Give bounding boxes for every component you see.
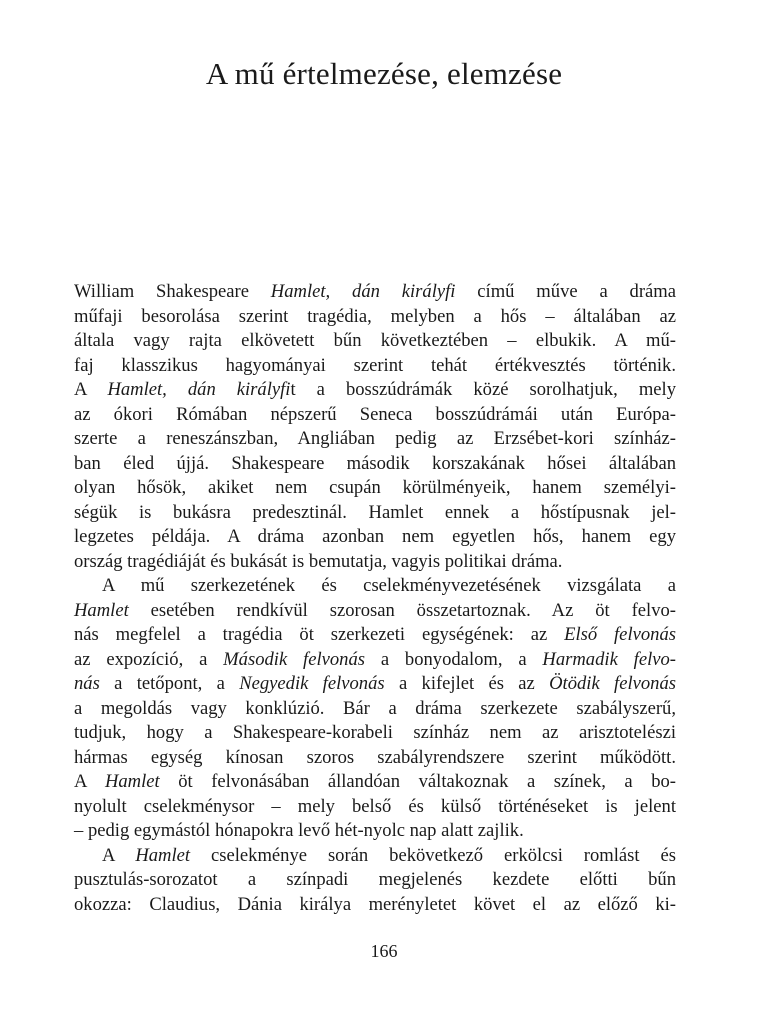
text-line	[74, 329, 676, 354]
text-line	[74, 574, 676, 599]
line-text: szerte a reneszánszban, Angliában pedig az Erzsébet-kori színház-	[74, 428, 676, 449]
line-text: című műve a dráma	[455, 281, 677, 302]
body-text	[74, 280, 676, 917]
italic-text: Hamlet, dán királyfi	[107, 379, 291, 400]
line-text: a kifejlet és az	[384, 673, 550, 694]
italic-text: Ötödik felvonás	[549, 673, 676, 694]
line-text: a megoldás vagy konklúzió. Bár a dráma szerkezete szabályszerű,	[74, 697, 676, 719]
text-line	[74, 868, 676, 893]
line-text: okozza: Claudius, Dánia királya merényletet követ el az előző ki-	[74, 893, 676, 915]
line-text: nás megfelel a tragédia öt szerkezeti egységének: az	[74, 624, 565, 645]
line-text: műfaji besorolása szerint tragédia, melyben a hős – általában az	[74, 305, 676, 327]
line-text: olyan hősök, akiket nem csupán körülményeik, hanem személyi-	[74, 477, 676, 498]
line-text: ban éled újjá. Shakespeare második korszakának hősei általában	[74, 452, 676, 474]
italic-text: Negyedik felvonás	[239, 673, 385, 694]
line-text: hármas egység kínosan szoros szabályrendszere szerint működött.	[74, 746, 676, 768]
line-text: t a bosszúdrámák közé sorolhatjuk, mely	[290, 379, 676, 400]
line-text: cselekménye során bekövetkező erkölcsi romlást és	[190, 844, 676, 866]
line-text: ségük is bukásra predesztinál. Hamlet ennek a hőstípusnak jel-	[74, 501, 676, 523]
text-line	[74, 795, 676, 820]
line-text: ország tragédiáját és bukását is bemutatja, vagyis politikai dráma.	[74, 550, 563, 572]
page-number: 166	[370, 941, 398, 961]
text-line	[74, 746, 676, 771]
line-text: a tetőpont, a	[99, 673, 240, 694]
italic-text: Első felvonás	[564, 624, 676, 645]
text-line	[74, 305, 676, 330]
page-title: A mű értelmezése, elemzése	[205, 56, 563, 91]
text-line	[74, 452, 676, 477]
line-text: általa vagy rajta elkövetett bűn következtében – elbukik. A mű-	[74, 330, 676, 351]
text-line	[74, 550, 676, 575]
line-text: tudjuk, hogy a Shakespeare-korabeli színház nem az arisztotelészi	[74, 722, 676, 743]
text-line	[74, 403, 676, 428]
text-line	[74, 427, 676, 452]
line-text: pusztulás-sorozatot a színpadi megjelenés kezdete előtti bűn	[74, 869, 676, 890]
text-line	[74, 648, 676, 673]
text-line	[74, 599, 676, 624]
line-text: A mű szerkezetének és cselekményvezetésének vizsgálata a	[102, 575, 676, 596]
text-line	[74, 525, 676, 550]
line-text: esetében rendkívül szorosan összetartoznak. Az öt felvo-	[128, 599, 676, 621]
text-line	[74, 623, 676, 648]
text-line	[74, 844, 676, 869]
italic-text: Második felvonás	[223, 648, 365, 670]
text-line	[74, 770, 676, 795]
text-line	[74, 378, 676, 403]
line-text: az ókori Rómában népszerű Seneca bosszúdrámái után Európa-	[74, 403, 676, 425]
line-text: öt felvonásában állandóan váltakoznak a színek, a bo-	[159, 771, 676, 792]
italic-text: Harmadik felvo-	[542, 648, 676, 670]
text-line	[74, 697, 676, 722]
text-line	[74, 280, 676, 305]
text-line	[74, 354, 676, 379]
line-text: – pedig egymástól hónapokra levő hét-nyolc nap alatt zajlik.	[74, 820, 524, 841]
text-line	[74, 501, 676, 526]
text-line	[74, 893, 676, 918]
italic-text: Hamlet	[135, 844, 191, 866]
text-line	[74, 819, 676, 844]
line-text: nyolult cselekménysor – mely belső és külső történéseket is jelent	[74, 795, 676, 817]
line-text: A	[74, 379, 108, 400]
italic-text: Hamlet	[104, 771, 160, 792]
text-line	[74, 721, 676, 746]
text-line	[74, 672, 676, 697]
line-text: William Shakespeare	[74, 281, 271, 302]
line-text: legzetes példája. A dráma azonban nem egyetlen hős, hanem egy	[74, 526, 676, 547]
line-text: a bonyodalom, a	[365, 648, 543, 670]
line-text: A	[74, 771, 105, 792]
italic-text: Hamlet	[74, 599, 129, 621]
text-line	[74, 476, 676, 501]
italic-text: Hamlet, dán királyfi	[270, 281, 456, 302]
line-text: faj klasszikus hagyományai szerint tehát értékvesztés történik.	[74, 354, 676, 376]
italic-text: nás	[74, 673, 100, 694]
line-text: A	[102, 844, 136, 866]
line-text: az expozíció, a	[74, 648, 224, 670]
